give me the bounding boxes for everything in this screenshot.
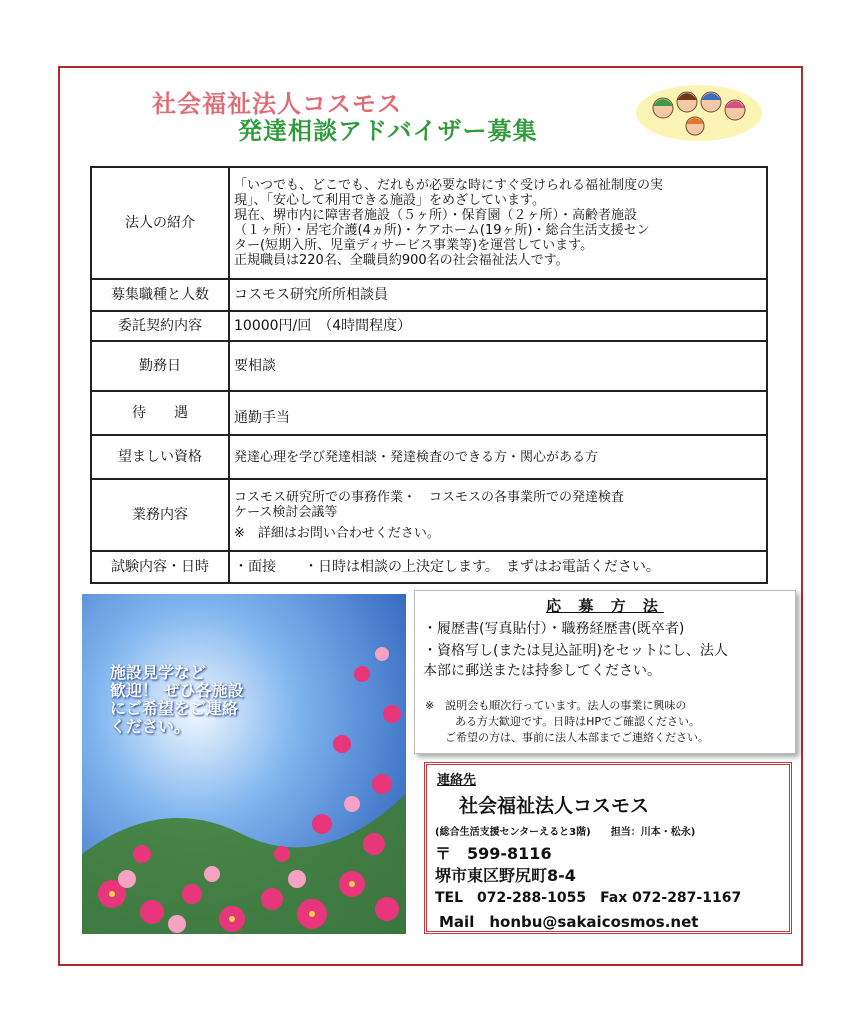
contact-heading: 連絡先 (437, 773, 477, 788)
caption-line: 歓迎！ ぜひ各施設 (110, 681, 244, 700)
info-table (90, 166, 768, 584)
org-title: 社会福祉法人コスモス (152, 90, 402, 118)
contact-mail[interactable]: Mail honbu@sakaicosmos.net (439, 913, 699, 931)
row-value (229, 435, 767, 479)
row-value (229, 551, 767, 583)
caption-line: 施設見学など (110, 663, 207, 682)
row-text: 通勤手当 (234, 409, 290, 426)
apply-line: 本部に郵送または持参してください。 (423, 663, 661, 679)
contact-address: 堺市東区野尻町8-4 (435, 866, 576, 885)
row-label: 募集職種と人数 (91, 279, 229, 311)
row-text: 現在、堺市内に障害者施設（５ヶ所）・保育園（２ヶ所）・高齢者施設 (234, 208, 638, 223)
table-row (91, 341, 767, 391)
row-text: 要相談 (234, 357, 276, 374)
row-label: 委託契約内容 (91, 311, 229, 341)
row-text: （１ヶ所）・居宅介護(4ヵ所)・ケアホーム(19ヶ所)・総合生活支援セン (234, 223, 650, 238)
contact-org: 社会福祉法人コスモス (459, 795, 650, 817)
row-text: ・面接 ・日時は相談の上決定します。 まずはお電話ください。 (234, 558, 660, 575)
table-row (91, 391, 767, 435)
table-row (91, 435, 767, 479)
contact-tel: TEL 072-288-1055 Fax 072-287-1167 (435, 890, 742, 906)
apply-note: ある方大歓迎です。日時はHPでご確認ください。 (455, 715, 701, 728)
row-text: 10000円/回 （4時間程度） (234, 317, 412, 334)
recruit-title: 発達相談アドバイザー募集 (238, 117, 538, 145)
row-label: 待 遇 (91, 391, 229, 435)
contact-box (424, 762, 792, 934)
apply-note: ご希望の方は、事前に法人本部までご連絡ください。 (445, 731, 709, 744)
table-row (91, 167, 767, 279)
apply-note: ※ 説明会も順次行っています。法人の事業に興味の (425, 699, 687, 712)
row-value (229, 311, 767, 341)
children-illustration (635, 84, 763, 142)
row-label: 業務内容 (91, 479, 229, 551)
row-label: 望ましい資格 (91, 435, 229, 479)
row-label: 試験内容・日時 (91, 551, 229, 583)
row-value (229, 279, 767, 311)
apply-title: 応 募 方 法 (546, 597, 664, 615)
row-label: 勤務日 (91, 341, 229, 391)
apply-line: ・資格写し(または見込証明)をセットにし、法人 (423, 643, 728, 659)
row-value (229, 479, 767, 551)
row-text: ※ 詳細はお問い合わせください。 (234, 525, 440, 541)
row-text: 正規職員は220名、全職員約900名の社会福祉法人です。 (234, 253, 569, 268)
contact-office: (総合生活支援センターえると3階) 担当：川本・松永) (435, 827, 696, 838)
photo-caption (110, 664, 244, 736)
caption-line: ください。 (110, 717, 191, 736)
caption-line: にご希望をご連絡 (110, 699, 239, 718)
row-text: ター(短期入所、児童ディサービス事業等)を運営しています。 (234, 238, 594, 253)
contact-postal: 〒 599-8116 (435, 844, 552, 863)
row-text: 発達心理を学び発達相談・発達検査のできる方・関心がある方 (234, 449, 599, 465)
apply-line: ・履歴書(写真貼付）・職務経歴書(既卒者) (423, 621, 685, 637)
row-text: 「いつでも、どこでも、だれもが必要な時にすぐ受けられる福祉制度の実 (234, 178, 664, 193)
row-value (229, 341, 767, 391)
application-box (414, 590, 796, 754)
cosmos-photo (82, 594, 406, 934)
table-row (91, 551, 767, 583)
row-text: コスモス研究所での事務作業・ コスモスの各事業所での発達検査 (234, 489, 625, 505)
row-value (229, 167, 767, 279)
row-value (229, 391, 767, 435)
table-row (91, 279, 767, 311)
cosmos-flower-image (82, 594, 406, 934)
row-label: 法人の紹介 (91, 167, 229, 279)
row-text: 現」、「安心して利用できる施設」をめざしています。 (234, 193, 545, 208)
table-row (91, 479, 767, 551)
row-text: コスモス研究所所相談員 (234, 286, 388, 303)
table-row (91, 311, 767, 341)
row-text: ケース検討会議等 (234, 504, 338, 520)
